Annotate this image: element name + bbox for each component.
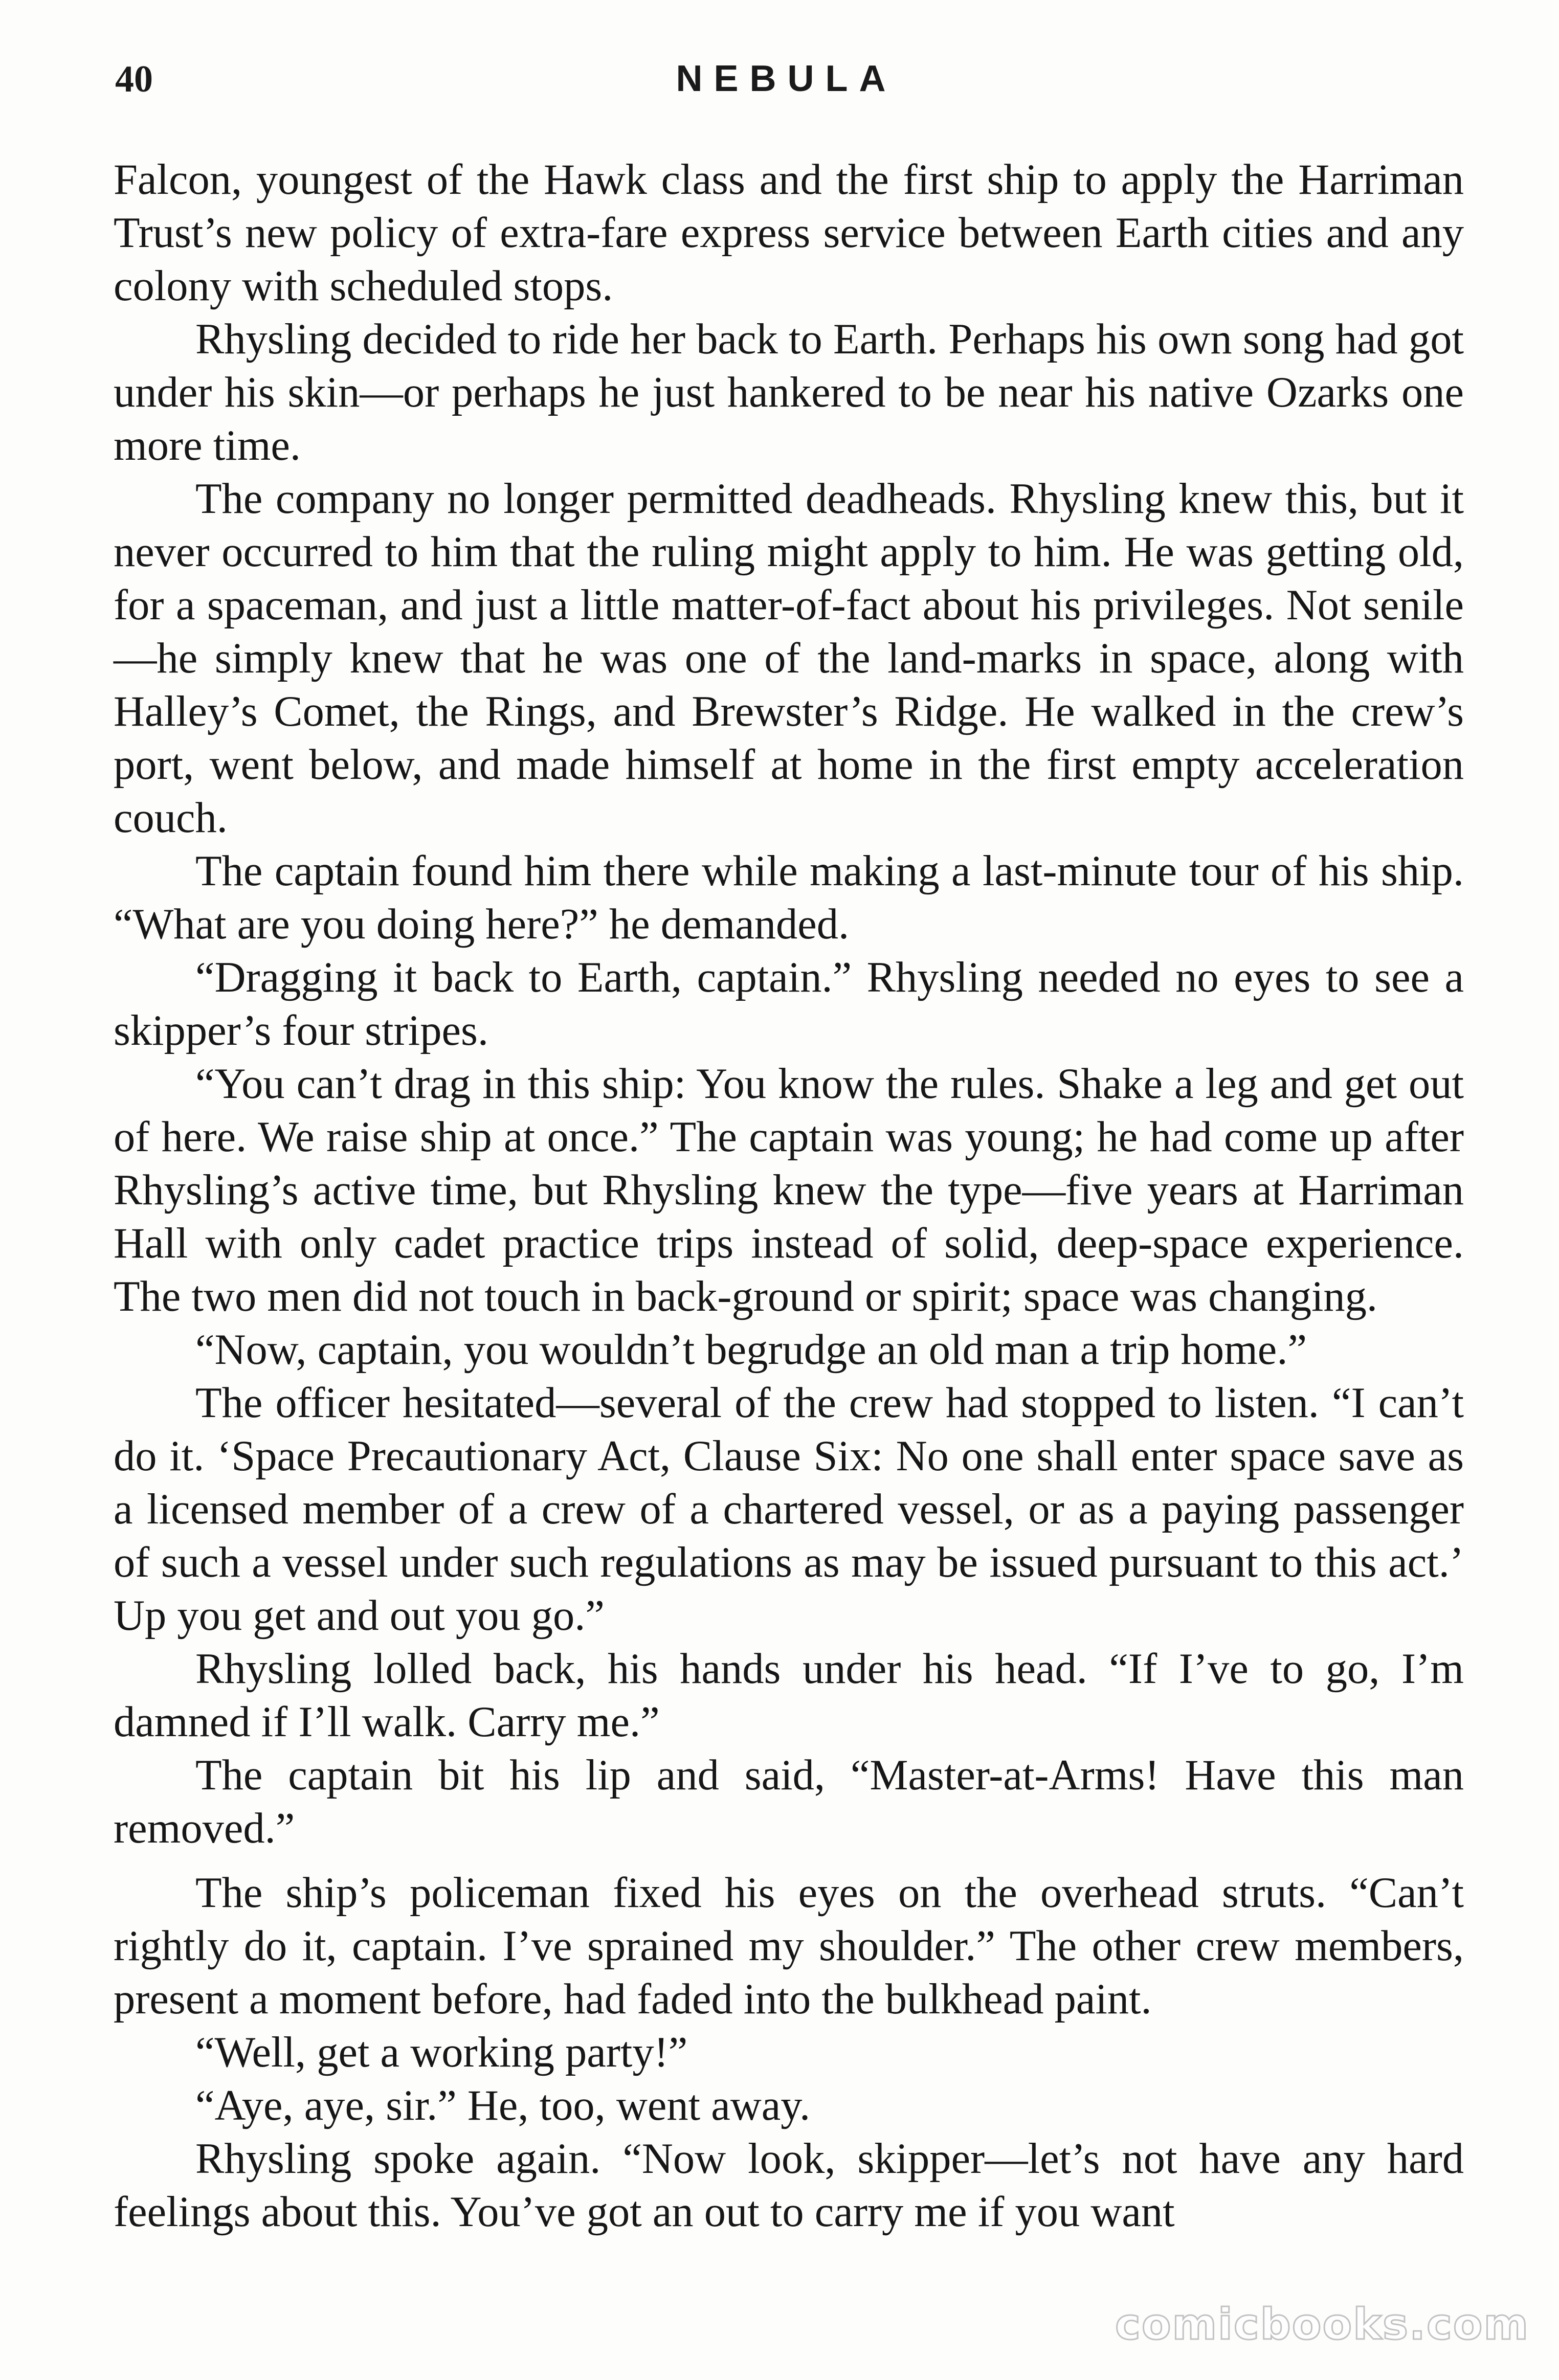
running-head: NEBULA — [676, 58, 897, 99]
paragraph: The captain bit his lip and said, “Master-at-Arms! Have this man removed.” — [114, 1752, 1464, 1852]
paragraph: The officer hesitated—several of the crew had stopped to listen. “I can’t do it. ‘Space Precautionary Act, Clause Six: No one shall enter space save as a licensed member of a crew of a chartered vessel, or as a paying passenger of such a vessel under such regulations as may be issued pursuant to this act.’ Up you get and out you go.” — [114, 1379, 1464, 1640]
page-number: 40 — [115, 58, 153, 100]
paragraph: Rhysling spoke again. “Now look, skipper—let’s not have any hard feelings about this. You’ve got an out to carry me if you want — [114, 2135, 1464, 2236]
paragraph: Falcon, youngest of the Hawk class and the first ship to apply the Harriman Trust’s new policy of extra-fare express service between Earth cities and any colony with scheduled stops. — [114, 156, 1464, 310]
paragraph: The captain found him there while making a last-minute tour of his ship. “What are you doing here?” he demanded. — [114, 847, 1464, 948]
paragraph: The ship’s policeman fixed his eyes on the overhead struts. “Can’t rightly do it, captain. I’ve sprained my shoulder.” The other crew members, present a moment before, had faded into the bulkhead paint. — [114, 1869, 1464, 2023]
page-header — [115, 54, 1458, 115]
paragraph: “Now, captain, you wouldn’t begrudge an old man a trip home.” — [195, 1326, 1307, 1374]
paragraph: Rhysling lolled back, his hands under his head. “If I’ve to go, I’m damned if I’ll walk. Carry me.” — [114, 1645, 1464, 1746]
paragraph: Rhysling decided to ride her back to Earth. Perhaps his own song had got under his skin—or perhaps he just hankered to be near his native Ozarks one more time. — [114, 316, 1464, 469]
body-text — [114, 153, 1464, 2239]
paragraph: “You can’t drag in this ship: You know the rules. Shake a leg and get out of here. We raise ship at once.” The captain was young; he had come up after Rhysling’s active time, but Rhysling knew the type—five years at Harriman Hall with only cadet practice trips instead of solid, deep-space experience. The two men did not touch in back-ground or spirit; space was changing. — [114, 1060, 1464, 1320]
paragraph: “Aye, aye, sir.” He, too, went away. — [195, 2082, 811, 2129]
watermark: comicbooks.com — [1115, 2299, 1529, 2349]
paragraph: The company no longer permitted deadheads. Rhysling knew this, but it never occurred to him that the ruling might apply to him. He was getting old, for a spaceman, and just a little matter-of-fact about his privileges. Not senile—he simply knew that he was one of the land-marks in space, along with Halley’s Comet, the Rings, and Brewster’s Ridge. He walked in the crew’s port, went below, and made himself at home in the first empty acceleration couch. — [114, 475, 1464, 842]
paragraph: “Dragging it back to Earth, captain.” Rhysling needed no eyes to see a skipper’s four stripes. — [114, 954, 1464, 1054]
paragraph: “Well, get a working party!” — [195, 2029, 688, 2076]
